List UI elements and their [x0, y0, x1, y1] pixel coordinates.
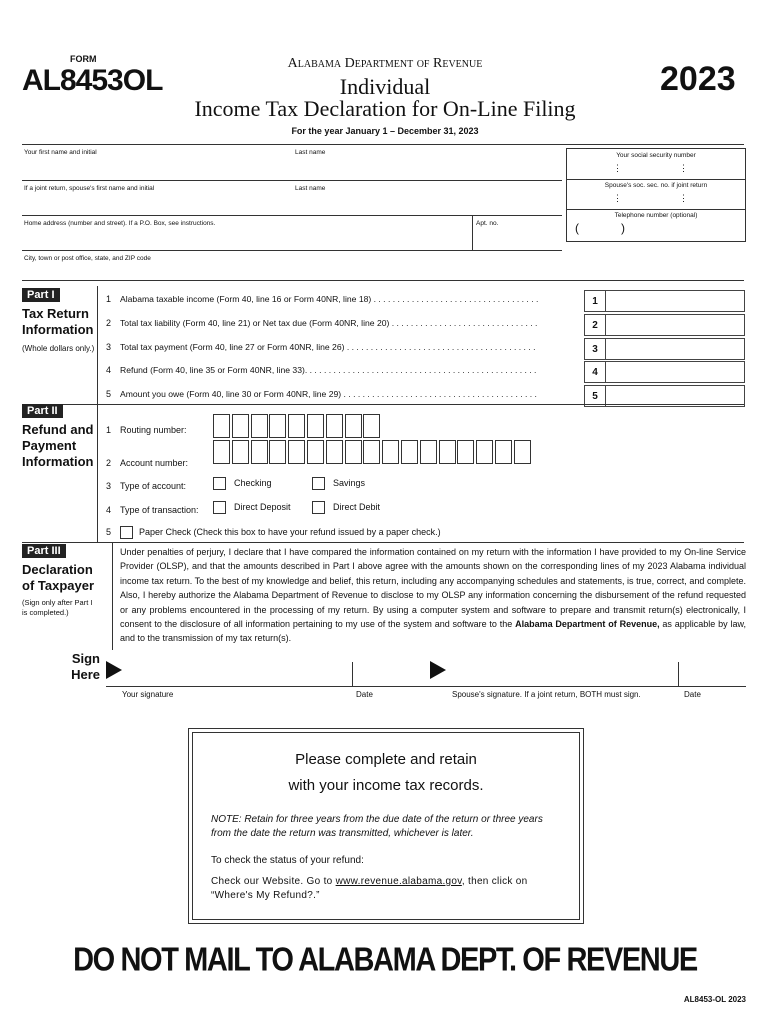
- direct-debit-label: Direct Debit: [333, 501, 381, 512]
- digit-box[interactable]: [326, 440, 343, 464]
- part1-line-text: 1 Alabama taxable income (Form 40, line 16 or Form 40NR, line 18) . . . . . . . . . . . . . . . . . . . . . . . . . . . . . . . . . . .: [106, 294, 539, 304]
- form-label: FORM: [70, 54, 97, 64]
- paper-check-checkbox[interactable]: [120, 526, 133, 539]
- declaration-text: Under penalties of perjury, I declare that I have compared the information contained on my return with the information I have provided to my On-line Service Provider (OLSP), and that the amounts described in Part I above agree with the amounts shown on the corresponding lines of my 2023 Alabama individual income tax return. To the best of my knowledge and belief, this return, including any accompanying schedules and statements, is true, correct, and complete. Also, I hereby authorize the Alabama Department of Revenue to disclose to my OLSP any information concerning the disbursement of the refund requested or any problems encountered in the processing of my return. By using a computer system and software to prepare and transmit return(s) electronically, I consent to the disclosure of all information pertaining to my use of the system and software to the Alabama Department of Revenue, as applicable by law, and to the transmission of my tax return(s).: [120, 547, 746, 644]
- spouse-ssn-label: Spouse's soc. sec. no. if joint return: [604, 182, 708, 189]
- line-number-box: 1: [584, 290, 606, 312]
- digit-box[interactable]: [363, 414, 380, 438]
- refund-status-text: To check the status of your refund:: [211, 855, 364, 866]
- account-number-label: Account number:: [120, 458, 189, 468]
- direct-deposit-checkbox[interactable]: [213, 501, 226, 514]
- transaction-type-label: Type of transaction:: [120, 505, 199, 515]
- digit-box[interactable]: [401, 440, 418, 464]
- tax-year: 2023: [660, 60, 736, 98]
- part1-note: (Whole dollars only.): [22, 344, 95, 353]
- department-name: Alabama Department of Revenue: [287, 56, 483, 71]
- retain-line2: with your income tax records.: [288, 777, 484, 794]
- digit-box[interactable]: [269, 414, 286, 438]
- retain-line1: Please complete and retain: [295, 751, 477, 768]
- sign-arrow-icon: [106, 661, 122, 679]
- digit-box[interactable]: [307, 414, 324, 438]
- spouse-last-name-label: Last name: [295, 185, 326, 192]
- digit-box[interactable]: [457, 440, 474, 464]
- account-type-label: Type of account:: [120, 481, 187, 491]
- amount-field-line-4[interactable]: [604, 361, 745, 383]
- account-number-field[interactable]: [213, 440, 543, 464]
- apt-no-label: Apt. no.: [476, 220, 499, 227]
- digit-box[interactable]: [476, 440, 493, 464]
- account-number-num: 2: [106, 458, 112, 468]
- retain-notice-box: [188, 728, 584, 924]
- date2-label: Date: [684, 690, 701, 699]
- part1-line-text: 3 Total tax payment (Form 40, line 27 or Form 40NR, line 26) . . . . . . . . . . . . . . . . . . . . . . . . . . . . . . . . . . . . . . . .: [106, 342, 536, 352]
- ssn-box: [566, 148, 746, 242]
- digit-box[interactable]: [213, 414, 230, 438]
- checking-label: Checking: [234, 477, 272, 488]
- retain-note: NOTE: Retain for three years from the due date of the return or three years from the date the return was transmitted, whichever is later.: [211, 814, 543, 839]
- amount-field-line-2[interactable]: [604, 314, 745, 336]
- paper-check-label: Paper Check (Check this box to have your refund issued by a paper check.): [139, 526, 441, 537]
- spouse-signature-field[interactable]: [446, 660, 678, 686]
- digit-box[interactable]: [213, 440, 230, 464]
- ssn-field[interactable]: ⋮ ⋮: [613, 163, 688, 173]
- phone-paren-close: ): [621, 221, 625, 235]
- form-number: AL8453OL: [22, 64, 163, 97]
- website-instructions: Check our Website. Go to www.revenue.alabama.gov, then click on “Where's My Refund?.”: [211, 876, 528, 901]
- form-code: AL8453-OL 2023: [683, 995, 746, 1004]
- phone-paren-open: (: [575, 221, 579, 235]
- digit-box[interactable]: [439, 440, 456, 464]
- account-type-num: 3: [106, 481, 112, 491]
- line-number-box: 2: [584, 314, 606, 336]
- routing-number-label: Routing number:: [120, 425, 187, 435]
- checking-checkbox[interactable]: [213, 477, 226, 490]
- digit-box[interactable]: [326, 414, 343, 438]
- digit-box[interactable]: [307, 440, 324, 464]
- digit-box[interactable]: [495, 440, 512, 464]
- amount-field-line-1[interactable]: [604, 290, 745, 312]
- city-state-zip-field[interactable]: [22, 263, 562, 278]
- part1-tag: Part I: [22, 288, 60, 302]
- digit-box[interactable]: [232, 414, 249, 438]
- phone-label: Telephone number (optional): [614, 212, 698, 219]
- part3-tag: Part III: [22, 544, 66, 558]
- digit-box[interactable]: [251, 440, 268, 464]
- direct-deposit-label: Direct Deposit: [234, 501, 291, 512]
- city-state-zip-label: City, town or post office, state, and ZIP code: [24, 255, 151, 262]
- part2-tag: Part II: [22, 404, 63, 418]
- amount-field-line-3[interactable]: [604, 338, 745, 360]
- digit-box[interactable]: [420, 440, 437, 464]
- routing-number-num: 1: [106, 425, 112, 435]
- savings-checkbox[interactable]: [312, 477, 325, 490]
- form-title-line2: Income Tax Declaration for On-Line Filing: [194, 96, 576, 121]
- digit-box[interactable]: [232, 440, 249, 464]
- part3-note: (Sign only after Part I is completed.): [22, 598, 93, 617]
- digit-box[interactable]: [514, 440, 531, 464]
- digit-box[interactable]: [382, 440, 399, 464]
- spouse-name-field[interactable]: [22, 194, 562, 214]
- spouse-signature-label: Spouse's signature. If a joint return, BOTH must sign.: [452, 690, 641, 699]
- first-name-field[interactable]: [22, 158, 562, 178]
- your-signature-field[interactable]: [122, 660, 352, 686]
- first-name-label: Your first name and initial: [24, 149, 97, 156]
- form-title-line1: Individual: [339, 74, 431, 99]
- part1-line-text: 5 Amount you owe (Form 40, line 30 or Form 40NR, line 29) . . . . . . . . . . . . . . . . . . . . . . . . . . . . . . . . . . . . . . . . .: [106, 389, 537, 399]
- part1-line-text: 4 Refund (Form 40, line 35 or Form 40NR, line 33). . . . . . . . . . . . . . . . . . . . . . . . . . . . . . . . . . . . . . . . . . . . . . . . .: [106, 365, 537, 375]
- digit-box[interactable]: [363, 440, 380, 464]
- transaction-type-num: 4: [106, 505, 112, 515]
- line-number-box: 4: [584, 361, 606, 383]
- paper-check-num: 5: [106, 526, 112, 537]
- savings-label: Savings: [333, 477, 366, 488]
- part1-line-text: 2 Total tax liability (Form 40, line 21) or Net tax due (Form 40NR, line 20) . . . . . . . . . . . . . . . . . . . . . . . . . . . . . . .: [106, 318, 538, 328]
- part2-title: Refund and Payment Information: [22, 422, 94, 469]
- routing-number-field[interactable]: [213, 414, 383, 438]
- do-not-mail-banner: DO NOT MAIL TO ALABAMA DEPT. OF REVENUE: [73, 941, 697, 979]
- part3-title: Declaration of Taxpayer: [22, 562, 95, 593]
- date1-field[interactable]: [354, 660, 424, 686]
- spouse-sign-arrow-icon: [430, 661, 446, 679]
- home-address-field[interactable]: [22, 229, 470, 249]
- digit-box[interactable]: [288, 414, 305, 438]
- digit-box[interactable]: [288, 440, 305, 464]
- part1-title: Tax Return Information: [22, 306, 94, 337]
- website-link[interactable]: www.revenue.alabama.gov: [335, 876, 462, 887]
- spouse-first-name-label: If a joint return, spouse's first name and initial: [24, 185, 155, 192]
- sign-here-label: Sign Here: [71, 651, 100, 682]
- digit-box[interactable]: [269, 440, 286, 464]
- direct-debit-checkbox[interactable]: [312, 501, 325, 514]
- home-address-label: Home address (number and street). If a P.O. Box, see instructions.: [24, 220, 216, 227]
- ssn-label: Your social security number: [616, 152, 696, 159]
- phone-field[interactable]: [571, 220, 741, 238]
- line-number-box: 3: [584, 338, 606, 360]
- last-name-label: Last name: [295, 149, 326, 156]
- declaration-dept-name: Alabama Department of Revenue,: [515, 619, 660, 630]
- date1-label: Date: [356, 690, 373, 699]
- tax-period: For the year January 1 – December 31, 2023: [291, 126, 479, 136]
- spouse-ssn-field[interactable]: ⋮ ⋮: [613, 193, 688, 203]
- your-signature-label: Your signature: [122, 690, 174, 699]
- digit-box[interactable]: [345, 440, 362, 464]
- digit-box[interactable]: [251, 414, 268, 438]
- date2-field[interactable]: [680, 660, 746, 686]
- line-number-box: 5: [584, 385, 606, 407]
- digit-box[interactable]: [345, 414, 362, 438]
